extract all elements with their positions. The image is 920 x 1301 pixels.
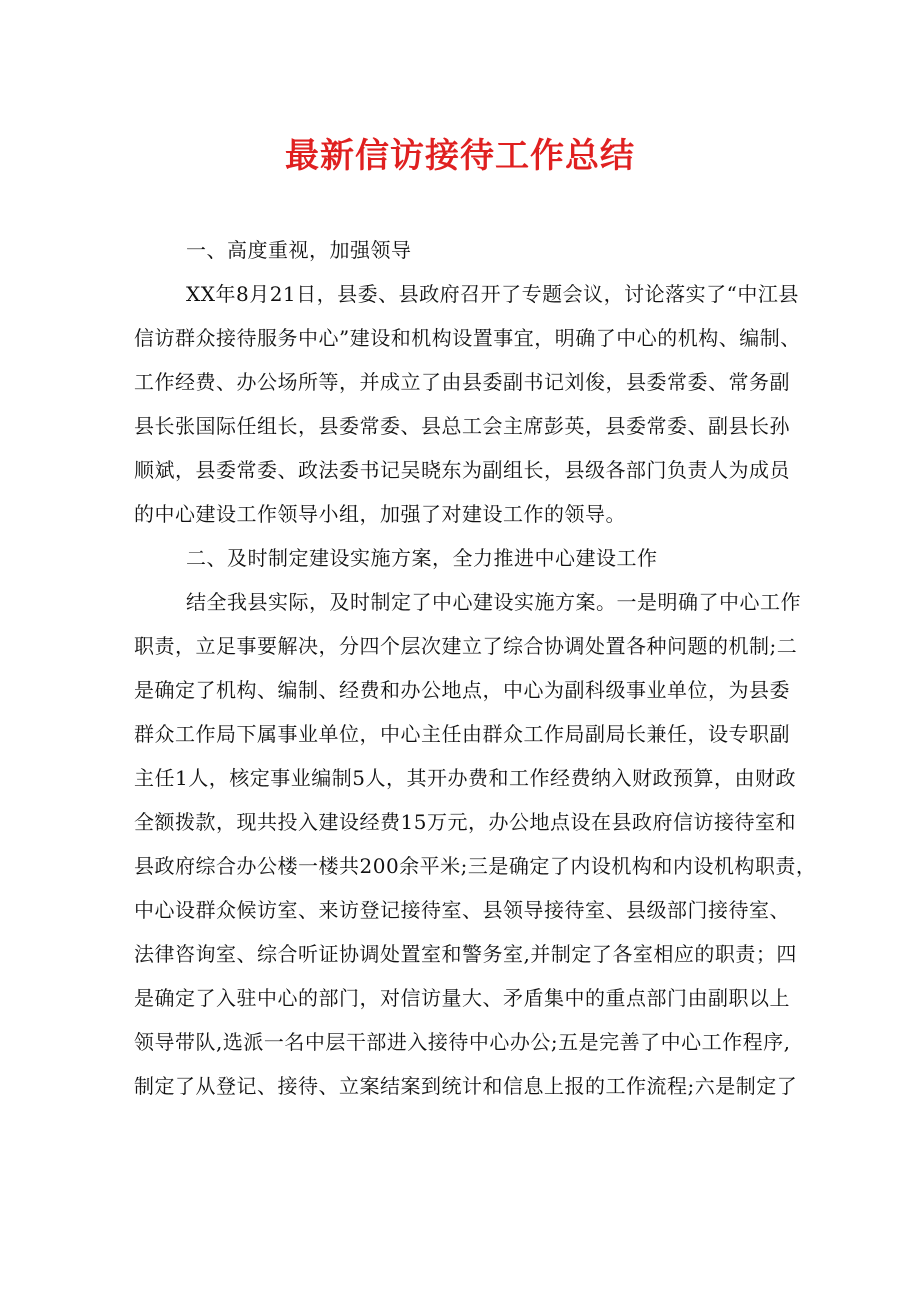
section-heading-1: 一、高度重视，加强领导 xyxy=(186,238,412,262)
document-title: 最新信访接待工作总结 xyxy=(285,136,635,176)
paragraph-line: 主任1人，核定事业编制5人，其开办费和工作经费纳入财政预算，由财政 xyxy=(134,766,796,790)
paragraph-line: 顺斌，县委常委、政法委书记吴晓东为副组长，县级各部门负责人为成员 xyxy=(134,458,790,482)
paragraph-line: XX年8月21日，县委、县政府召开了专题会议，讨论落实了“中江县 xyxy=(186,282,799,306)
paragraph-line: 中心设群众候访室、来访登记接待室、县领导接待室、县级部门接待室、 xyxy=(134,898,790,922)
paragraph-line: 群众工作局下属事业单位，中心主任由群众工作局副局长兼任，设专职副 xyxy=(134,722,790,746)
section-heading-2: 二、及时制定建设实施方案，全力推进中心建设工作 xyxy=(186,546,658,570)
paragraph-line: 制定了从登记、接待、立案结案到统计和信息上报的工作流程;六是制定了 xyxy=(134,1074,798,1098)
paragraph-line: 法律咨询室、综合听证协调处置室和警务室,并制定了各室相应的职责；四 xyxy=(134,942,797,966)
paragraph-line: 全额拨款，现共投入建设经费15万元，办公地点设在县政府信访接待室和 xyxy=(134,810,796,834)
paragraph-line: 县政府综合办公楼一楼共200余平米;三是确定了内设机构和内设机构职责， xyxy=(134,854,817,878)
paragraph-line: 县长张国际任组长，县委常委、县总工会主席彭英，县委常委、副县长孙 xyxy=(134,414,790,438)
paragraph-line: 领导带队,选派一名中层干部进入接待中心办公;五是完善了中心工作程序, xyxy=(134,1030,791,1054)
paragraph-line: 工作经费、办公场所等，并成立了由县委副书记刘俊，县委常委、常务副 xyxy=(134,370,790,394)
paragraph-line: 是确定了入驻中心的部门，对信访量大、矛盾集中的重点部门由副职以上 xyxy=(134,986,790,1010)
paragraph-line: 结全我县实际，及时制定了中心建设实施方案。一是明确了中心工作 xyxy=(186,590,801,614)
document-body xyxy=(134,228,817,1108)
paragraph-line: 职责，立足事要解决，分四个层次建立了综合协调处置各种问题的机制;二 xyxy=(134,634,798,658)
paragraph-line: 是确定了机构、编制、经费和办公地点，中心为副科级事业单位，为县委 xyxy=(134,678,790,702)
paragraph-line: 信访群众接待服务中心”建设和机构设置事宜，明确了中心的机构、编制、 xyxy=(134,326,801,350)
paragraph-line: 的中心建设工作领导小组，加强了对建设工作的领导。 xyxy=(134,502,626,526)
